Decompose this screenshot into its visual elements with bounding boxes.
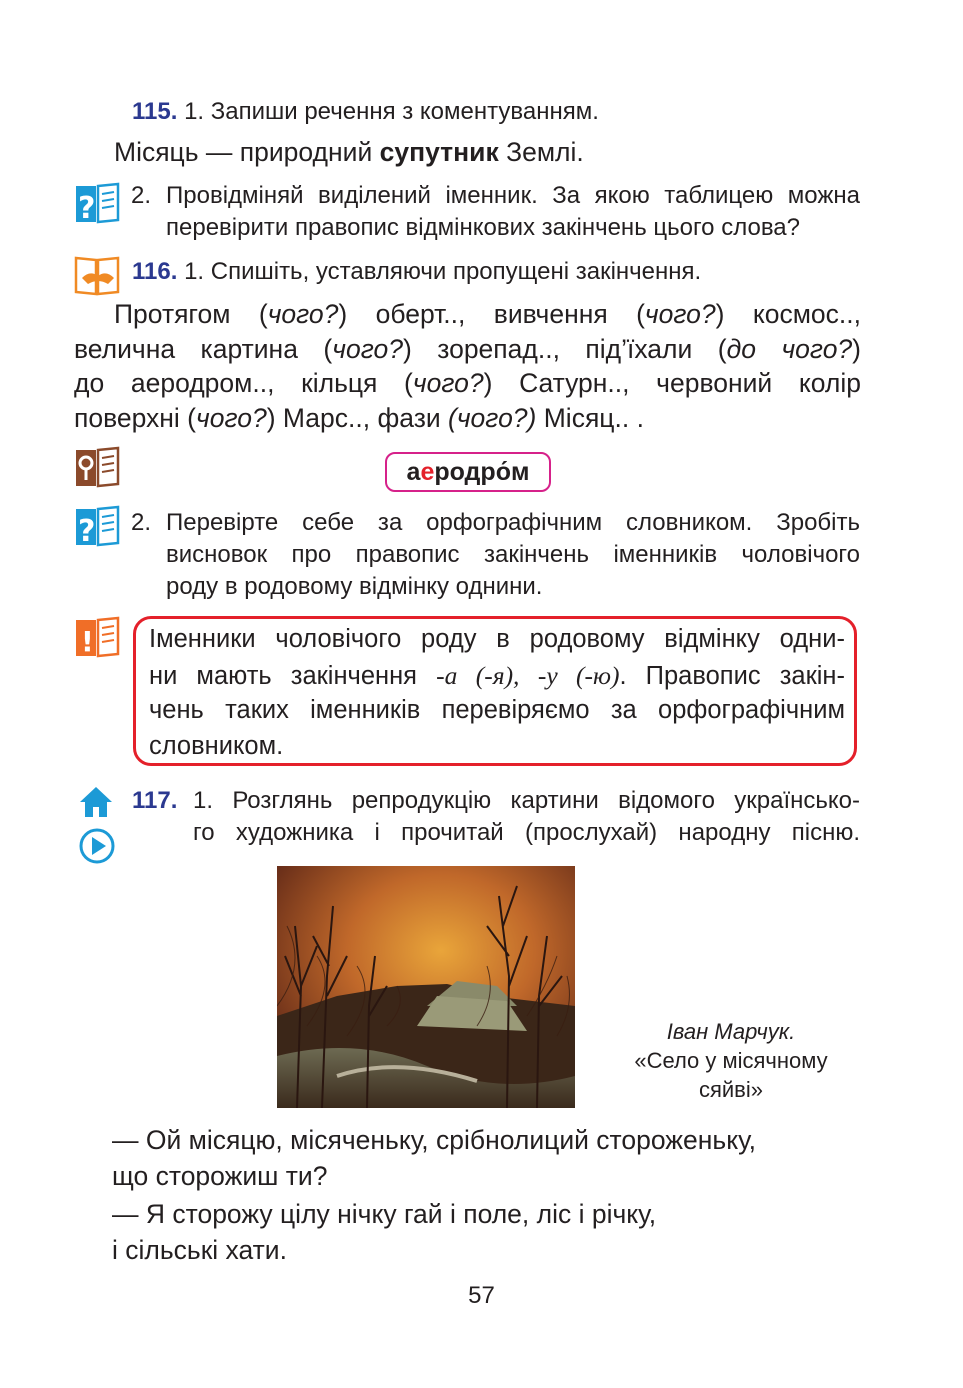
- magnifier-book-icon: [74, 446, 120, 488]
- exercise-number: 116.: [132, 258, 178, 285]
- question-book-icon: [74, 182, 120, 224]
- exercise-number: 117.: [132, 787, 178, 814]
- exercise-117-task-line: го художника і прочитай (прослухай) народну пісню.: [193, 819, 860, 846]
- caption-author: Іван Марчук.: [666, 1019, 796, 1044]
- text-part: ): [852, 334, 861, 364]
- svg-text:?: ?: [78, 514, 96, 547]
- song-line: і сільські хати.: [112, 1235, 287, 1265]
- text-part: ) Сатурн.., червоний колір: [483, 368, 861, 398]
- exercise-117-task-line: 1. Розглянь репродукцію картини відомого українсько-: [193, 787, 860, 814]
- exercise-115-sentence: [114, 137, 584, 168]
- rule-line: Іменники чоловічого роду в родовому відмінку одни-: [149, 625, 845, 653]
- text-part: велична картина (: [74, 334, 333, 364]
- rule-line: чень таких іменників перевіряємо за орфографічним: [149, 696, 845, 724]
- task-text: 1. Спишіть, уставляючи пропущені закінчення.: [184, 258, 702, 285]
- sentence-part: Місяць — природний: [114, 137, 380, 167]
- question: чого?: [196, 403, 267, 433]
- exercise-116-task2-line: Перевірте себе за орфографічним словником. Зробіть: [166, 509, 860, 536]
- svg-text:!: !: [81, 625, 94, 658]
- question: чого?: [412, 368, 484, 398]
- task-text: 1. Запиши речення з коментуванням.: [184, 98, 599, 125]
- question: чого?: [644, 299, 716, 329]
- text-part: ) космос..,: [715, 299, 862, 329]
- exercise-116-text-line: [74, 368, 861, 399]
- song-line: що сторожиш ти?: [112, 1161, 328, 1191]
- sentence-part: Землі.: [498, 137, 584, 167]
- text-part: поверхні (: [74, 403, 197, 433]
- exercise-number: 115.: [132, 98, 178, 125]
- song-line: — Я сторожу цілу нічку гай і поле, ліс і річку,: [112, 1199, 657, 1229]
- text-part: ) зорепад.., під’їхали (: [402, 334, 727, 364]
- rule-part: ни мають закінчення: [149, 662, 437, 690]
- exercise-116-text-line: [74, 403, 644, 434]
- painting-caption: [600, 1017, 862, 1104]
- exercise-116-task2-line: висновок про правопис закінчень іменників чоловічого: [166, 541, 860, 568]
- question: (чого?): [448, 403, 537, 433]
- page-number: 57: [468, 1282, 495, 1309]
- exercise-116-text-line: [114, 299, 861, 330]
- exercise-115-task1: [132, 98, 599, 126]
- song-line: — Ой місяцю, місяченьку, срібнолиций стороженьку,: [112, 1125, 757, 1155]
- caption-title-line: сяйві»: [698, 1077, 763, 1102]
- rule-line: [149, 661, 845, 691]
- question: чого?: [267, 299, 339, 329]
- question: до чого?: [726, 334, 853, 364]
- exercise-116-text-line: [74, 334, 861, 365]
- dictionary-word: [385, 452, 551, 492]
- home-icon[interactable]: [78, 785, 114, 819]
- text-part: ) Марс.., фази: [266, 403, 449, 433]
- exercise-115-task2-num: 2.: [131, 182, 152, 209]
- text-part: Місяц.. .: [536, 403, 644, 433]
- handshake-book-icon: [74, 254, 120, 296]
- word-part: родро: [434, 458, 511, 486]
- exclamation-book-icon: [74, 616, 120, 658]
- text-part: Протягом (: [114, 299, 268, 329]
- svg-text:?: ?: [78, 191, 96, 224]
- accent-letter: е: [420, 458, 435, 486]
- stressed-letter: ́м: [510, 458, 530, 486]
- rule-line: словником.: [149, 732, 284, 760]
- exercise-116-task1: [132, 258, 701, 286]
- exercise-116-task2-line: роду в родовому відмінку однини.: [166, 573, 543, 600]
- question: чого?: [332, 334, 403, 364]
- text-part: ) оберт.., вивчення (: [338, 299, 645, 329]
- painting-image: [277, 866, 575, 1108]
- exercise-116-task2-num: 2.: [131, 509, 152, 536]
- text-part: до аеродром.., кільця (: [74, 368, 413, 398]
- word-part: а: [406, 458, 421, 486]
- play-icon[interactable]: [78, 827, 116, 865]
- rule-part: . Правопис закін-: [619, 662, 845, 690]
- exercise-115-task2-line: Провідміняй виділений іменник. За якою таблицею можна: [166, 182, 860, 209]
- endings: -а (-я), -у (-ю): [436, 661, 620, 690]
- question-book-icon: [74, 505, 120, 547]
- highlighted-noun: супутник: [379, 137, 499, 167]
- exercise-115-task2-line: перевірити правопис відмінкових закінчень цього слова?: [166, 214, 800, 241]
- caption-title-line: «Село у місячному: [634, 1048, 828, 1073]
- exercise-117-number: [132, 787, 177, 815]
